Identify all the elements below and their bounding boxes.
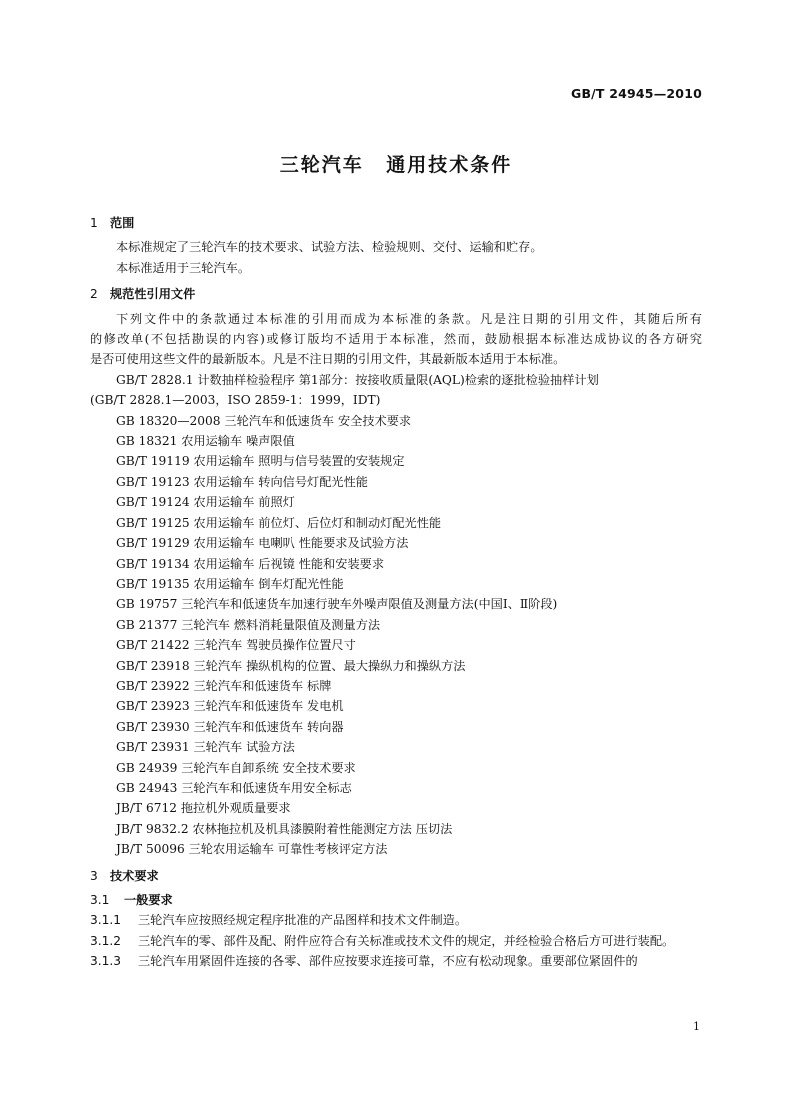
- reference-item: GB/T 19135 农用运输车 倒车灯配光性能: [116, 576, 344, 591]
- section-title: 技术要求: [110, 868, 159, 883]
- document-body: [90, 213, 702, 972]
- clause-3-1-3: [90, 951, 702, 971]
- section-2-intro-line: 的修改单(不包括勘误的内容)或修订版均不适用于本标准，然而，鼓励根据本标准达成协议的各方研究: [90, 332, 702, 347]
- clause-number: 3.1.1: [90, 913, 122, 928]
- section-number: 1: [90, 216, 98, 230]
- reference-item: GB/T 23918 三轮汽车 操纵机构的位置、最大操纵力和操纵方法: [116, 658, 466, 673]
- reference-item: GB/T 19134 农用运输车 后视镜 性能和安装要求: [116, 556, 385, 571]
- document-title: 三轮汽车 通用技术条件: [279, 154, 513, 176]
- reference-item: GB/T 23923 三轮汽车和低速货车 发电机: [116, 699, 344, 714]
- reference-item: GB/T 23931 三轮汽车 试验方法: [116, 740, 295, 755]
- reference-item: GB/T 23930 三轮汽车和低速货车 转向器: [116, 719, 344, 734]
- reference-item: JB/T 9832.2 农林拖拉机及机具漆膜附着性能测定方法 压切法: [116, 821, 453, 836]
- page-number: 1: [693, 1020, 700, 1033]
- clause-text: 三轮汽车用紧固件连接的各零、部件应按要求连接可靠，不应有松动现象。重要部位紧固件的: [138, 954, 638, 969]
- reference-item: GB/T 19123 农用运输车 转向信号灯配光性能: [116, 474, 368, 489]
- clause-3-1-1: [90, 910, 702, 930]
- reference-item: GB/T 2828.1 计数抽样检验程序 第1部分：按接收质量限(AQL)检索的逐批检验抽样计划: [116, 372, 599, 387]
- standard-code: GB/T 24945—2010: [570, 86, 702, 101]
- reference-item: GB 24943 三轮汽车和低速货车用安全标志: [116, 780, 352, 795]
- section-1-paragraph: 本标准规定了三轮汽车的技术要求、试验方法、检验规则、交付、运输和贮存。: [116, 240, 543, 255]
- section-title: 范围: [110, 216, 135, 230]
- reference-item: GB/T 19124 农用运输车 前照灯: [116, 495, 295, 510]
- clause-text: 三轮汽车的零、部件及配、附件应符合有关标准或技术文件的规定，并经检验合格后方可进行装配。: [138, 933, 675, 948]
- section-1-paragraph: 本标准适用于三轮汽车。: [116, 260, 251, 275]
- clause-text: 三轮汽车应按照经规定程序批准的产品图样和技术文件制造。: [138, 913, 468, 928]
- subsection-title: 一般要求: [124, 893, 173, 907]
- section-3-heading: [90, 866, 702, 886]
- reference-item: GB 18321 农用运输车 噪声限值: [116, 434, 295, 449]
- reference-item: GB/T 23922 三轮汽车和低速货车 标牌: [116, 678, 332, 693]
- section-title: 规范性引用文件: [110, 287, 196, 302]
- reference-item-continuation: (GB/T 2828.1—2003，ISO 2859-1：1999，IDT): [90, 393, 381, 408]
- reference-item: GB 19757 三轮汽车和低速货车加速行驶车外噪声限值及测量方法(中国Ⅰ、Ⅱ阶段): [116, 597, 558, 612]
- subsection-number: 3.1: [90, 893, 110, 907]
- section-2-heading: [90, 284, 702, 304]
- reference-item: GB 21377 三轮汽车 燃料消耗量限值及测量方法: [116, 617, 381, 632]
- reference-item: JB/T 50096 三轮农用运输车 可靠性考核评定方法: [116, 842, 388, 857]
- reference-item: GB/T 19125 农用运输车 前位灯、后位灯和制动灯配光性能: [116, 515, 442, 530]
- section-number: 2: [90, 287, 98, 302]
- reference-item: GB/T 19129 农用运输车 电喇叭 性能要求及试验方法: [116, 536, 409, 551]
- section-2-intro-line: 下列文件中的条款通过本标准的引用而成为本标准的条款。凡是注日期的引用文件，其随后所有: [116, 311, 702, 326]
- reference-item: GB/T 21422 三轮汽车 驾驶员操作位置尺寸: [116, 638, 356, 653]
- clause-number: 3.1.2: [90, 933, 122, 948]
- section-1-heading: [90, 213, 702, 233]
- section-2-intro-line: 是否可使用这些文件的最新版本。凡是不注日期的引用文件，其最新版本适用于本标准。: [90, 352, 566, 367]
- reference-item: JB/T 6712 拖拉机外观质量要求: [116, 801, 291, 816]
- reference-item: GB 24939 三轮汽车自卸系统 安全技术要求: [116, 760, 356, 775]
- subsection-3-1-heading: [90, 890, 702, 910]
- clause-3-1-2: [90, 931, 702, 951]
- reference-item: GB 18320—2008 三轮汽车和低速货车 安全技术要求: [116, 413, 412, 428]
- section-number: 3: [90, 868, 98, 883]
- clause-number: 3.1.3: [90, 954, 122, 969]
- reference-item: GB/T 19119 农用运输车 照明与信号装置的安装规定: [116, 454, 405, 469]
